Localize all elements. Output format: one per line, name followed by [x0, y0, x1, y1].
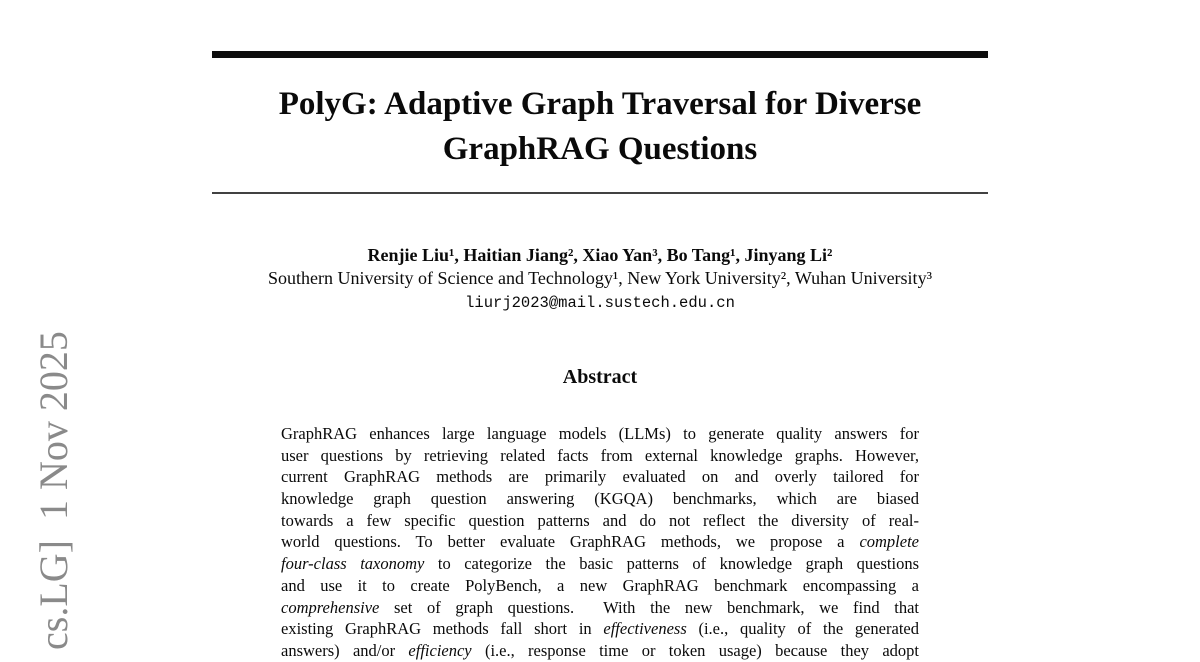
abstract-line: and use it to create PolyBench, a new GraphRAG benchmark encompassing a [281, 575, 919, 595]
affiliations-line: Southern University of Science and Technology¹, New York University², Wuhan University³ [268, 268, 932, 288]
authors-line: Renjie Liu¹, Haitian Jiang², Xiao Yan³, Bo Tang¹, Jinyang Li² [367, 245, 833, 265]
title-rule [212, 192, 988, 194]
paper-title-line-2: GraphRAG Questions [442, 131, 758, 167]
abstract-line: answers) and/or efficiency (i.e., response time or token usage) because they adopt [281, 640, 919, 660]
abstract-heading: Abstract [562, 366, 638, 388]
abstract-line: knowledge graph question answering (KGQA) benchmarks, which are biased [281, 489, 919, 509]
paper-title [200, 82, 1000, 172]
abstract-line: user questions by retrieving related facts from external knowledge graphs. However, [281, 445, 919, 465]
abstract-body [281, 423, 919, 662]
abstract-line: comprehensive set of graph questions. With the new benchmark, we find that [281, 597, 919, 617]
contact-email: liurj2023@mail.sustech.edu.cn [465, 294, 735, 312]
abstract-line: GraphRAG enhances large language models (LLMs) to generate quality answers for [281, 424, 919, 443]
abstract-line: world questions. To better evaluate GraphRAG methods, we propose a complete [281, 532, 919, 552]
top-rule [212, 51, 988, 58]
abstract-line: current GraphRAG methods are primarily evaluated on and overly tailored for [281, 467, 919, 487]
abstract-line: existing GraphRAG methods fall short in effectiveness (i.e., quality of the generated [281, 619, 919, 639]
abstract-line: towards a few specific question patterns and do not reflect the diversity of real- [281, 510, 919, 530]
arxiv-watermark: cs.LG] 1 Nov 2025 [31, 331, 76, 650]
abstract-line: four-class taxonomy to categorize the basic patterns of knowledge graph questions [281, 554, 919, 574]
paper-title-line-1: PolyG: Adaptive Graph Traversal for Diverse [278, 86, 922, 122]
